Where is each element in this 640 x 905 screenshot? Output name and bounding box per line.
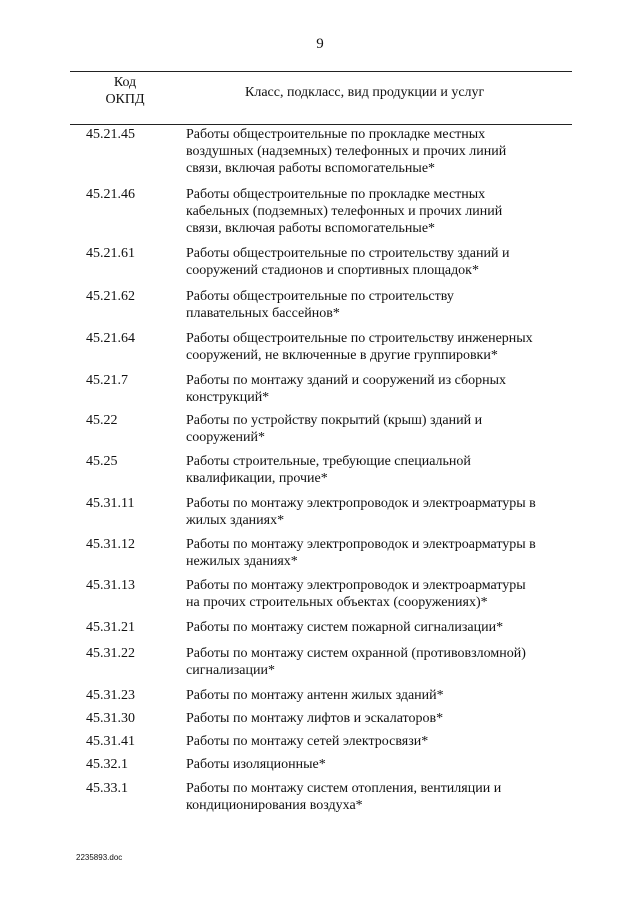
row-description: Работы по монтажу систем пожарной сигнализации* <box>186 620 504 635</box>
table-row <box>0 710 640 727</box>
row-code: 45.31.12 <box>86 537 135 552</box>
row-description: Работы по монтажу систем отопления, вентиляции и кондиционирования воздуха* <box>186 781 502 813</box>
row-description: Работы по монтажу лифтов и эскалаторов* <box>186 711 444 726</box>
row-code: 45.21.62 <box>86 289 135 304</box>
row-code: 45.21.61 <box>86 246 135 261</box>
table-row <box>0 412 640 446</box>
table-row <box>0 372 640 406</box>
row-code: 45.31.11 <box>86 496 135 511</box>
table-row <box>0 536 640 570</box>
code-column-header <box>90 74 160 108</box>
row-description: Работы общестроительные по строительству плавательных бассейнов* <box>186 289 454 321</box>
page-number: 9 <box>316 36 324 52</box>
row-code: 45.33.1 <box>86 781 128 796</box>
code-header-line2: ОКПД <box>105 92 145 107</box>
table-row <box>0 330 640 364</box>
document-filename: 2235893.doc <box>76 853 123 862</box>
table-row <box>0 495 640 529</box>
row-code: 45.31.41 <box>86 734 135 749</box>
row-description: Работы по монтажу электропроводок и электроарматуры в нежилых зданиях* <box>186 537 536 569</box>
row-code: 45.31.23 <box>86 688 135 703</box>
table-row <box>0 126 640 177</box>
row-description: Работы по монтажу электропроводок и электроарматуры в жилых зданиях* <box>186 496 536 528</box>
table-row <box>0 733 640 750</box>
row-description: Работы по устройству покрытий (крыш) зданий и сооружений* <box>186 413 483 445</box>
table-row <box>0 453 640 487</box>
code-header-line1: Код <box>113 75 137 90</box>
row-description: Работы общестроительные по прокладке местных воздушных (надземных) телефонных и прочих линий связи, включая работы вспомогательные* <box>186 127 507 176</box>
table-header <box>70 71 572 125</box>
row-code: 45.25 <box>86 454 118 469</box>
row-description: Работы по монтажу антенн жилых зданий* <box>186 688 444 703</box>
row-description: Работы общестроительные по прокладке местных кабельных (подземных) телефонных и прочих линий связи, включая работы вспомогательные* <box>186 187 503 236</box>
row-description: Работы по монтажу систем охранной (противовзломной) сигнализации* <box>186 646 526 678</box>
row-code: 45.21.45 <box>86 127 135 142</box>
table-row <box>0 186 640 237</box>
row-code: 45.21.64 <box>86 331 135 346</box>
table-row <box>0 619 640 636</box>
table-row <box>0 756 640 773</box>
row-description: Работы по монтажу сетей электросвязи* <box>186 734 429 749</box>
row-code: 45.31.22 <box>86 646 135 661</box>
table-row <box>0 687 640 704</box>
row-code: 45.31.13 <box>86 578 135 593</box>
row-code: 45.21.46 <box>86 187 135 202</box>
row-description: Работы по монтажу зданий и сооружений из сборных конструкций* <box>186 373 507 405</box>
row-code: 45.31.30 <box>86 711 135 726</box>
row-description: Работы строительные, требующие специальной квалификации, прочие* <box>186 454 471 486</box>
row-description: Работы изоляционные* <box>186 757 326 772</box>
row-description: Работы общестроительные по строительству инженерных сооружений, не включенные в другие группировки* <box>186 331 533 363</box>
description-column-header: Класс, подкласс, вид продукции и услуг <box>245 85 485 100</box>
table-row <box>0 577 640 611</box>
table-row <box>0 780 640 814</box>
row-description: Работы по монтажу электропроводок и электроарматуры на прочих строительных объектах (сооружениях)* <box>186 578 526 610</box>
table-row <box>0 288 640 322</box>
row-code: 45.22 <box>86 413 118 428</box>
row-description: Работы общестроительные по строительству зданий и сооружений стадионов и спортивных площадок* <box>186 246 510 278</box>
row-code: 45.31.21 <box>86 620 135 635</box>
table-row <box>0 645 640 679</box>
row-code: 45.21.7 <box>86 373 128 388</box>
row-code: 45.32.1 <box>86 757 128 772</box>
table-row <box>0 245 640 279</box>
